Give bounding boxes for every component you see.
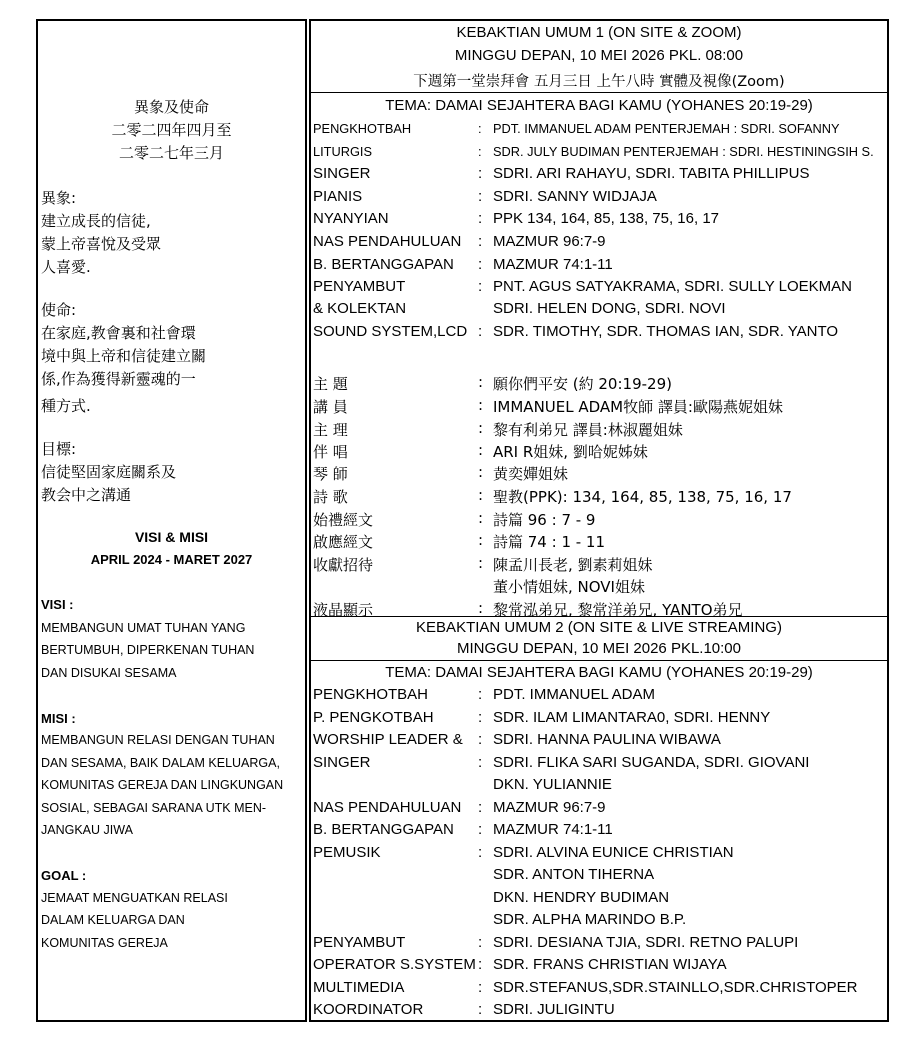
service2-row-colon: : (478, 979, 483, 996)
service2-row-value: SDR. ILAM LIMANTARA0, SDRI. HENNY (493, 709, 771, 726)
service2-row-label: PEMUSIK (313, 844, 381, 861)
misi-line: JANGKAU JIWA (41, 823, 133, 837)
goal-en-line: DALAM KELUARGA DAN (41, 913, 185, 927)
service1-row-zh-label: 主 題 (313, 375, 348, 393)
vision-label: 異象: (41, 189, 77, 207)
service2-row-label: B. BERTANGGAPAN (313, 821, 454, 838)
service2-row-value: DKN. YULIANNIE (493, 776, 612, 793)
service2-row-label: PENYAMBUT (313, 934, 406, 951)
service1-row-zh-value: 詩篇 96 : 7 - 9 (493, 511, 596, 529)
service1-row-zh-colon: : (478, 554, 484, 572)
misi-line: DAN SESAMA, BAIK DALAM KELUARGA, (41, 756, 280, 770)
visi-line: MEMBANGUN UMAT TUHAN YANG (41, 621, 246, 635)
service1-row-colon: : (478, 188, 483, 205)
service1-row-zh-colon: : (478, 441, 484, 459)
service2-row-colon: : (478, 956, 483, 973)
service1-row-zh-value: 黎有利弟兄 譯員:林淑麗姐妹 (493, 421, 683, 439)
service2-row-label: MULTIMEDIA (313, 979, 405, 996)
service1-row-value: SDRI. ARI RAHAYU, SDRI. TABITA PHILLIPUS (493, 165, 810, 182)
goal-en-label: GOAL : (41, 868, 87, 883)
misi-line: KOMUNITAS GEREJA DAN LINGKUNGAN (41, 778, 284, 792)
service1-row-zh-value: 詩篇 74 : 1 - 11 (493, 533, 606, 551)
service2-row-colon: : (478, 934, 483, 951)
service2-row-value: SDRI. JULIGINTU (493, 1001, 615, 1018)
service2-row-label: P. PENGKOTBAH (313, 709, 434, 726)
mission-line: 係,作為獲得新靈魂的一 (41, 370, 196, 388)
service2-row-value: SDR.STEFANUS,SDR.STAINLLO,SDR.CHRISTOPER (493, 979, 858, 996)
service1-row-label: NAS PENDAHULUAN (313, 233, 462, 250)
service2-row-label: PENGKHOTBAH (313, 686, 429, 703)
misi-line: MEMBANGUN RELASI DENGAN TUHAN (41, 733, 275, 747)
service1-row-zh-label: 琴 師 (313, 465, 348, 483)
visi-line: BERTUMBUH, DIPERKENAN TUHAN (41, 643, 255, 657)
service1-row-value: SDRI. HELEN DONG, SDRI. NOVI (493, 300, 726, 317)
goal-label: 目標: (41, 440, 77, 458)
visi-misi-title: VISI & MISI (134, 529, 209, 545)
service1-row-zh-value: 董小情姐妹, NOVI姐妹 (493, 578, 645, 596)
vision-title: 異象及使命 (133, 98, 209, 116)
service2-row-label: OPERATOR S.SYSTEM (313, 956, 476, 973)
service1-row-zh-colon: : (478, 463, 484, 481)
service1-row-value: PNT. AGUS SATYAKRAMA, SDRI. SULLY LOEKMAN (493, 278, 852, 295)
mission-label: 使命: (41, 301, 77, 319)
service2-row-label: SINGER (313, 754, 371, 771)
visi-label: VISI : (41, 597, 74, 612)
service1-row-value: PPK 134, 164, 85, 138, 75, 16, 17 (493, 210, 720, 227)
service1-row-zh-value: IMMANUEL ADAM牧師 譯員:歐陽燕妮姐妹 (493, 398, 783, 416)
service1-row-zh-colon: : (478, 373, 484, 391)
service1-row-value: PDT. IMMANUEL ADAM PENTERJEMAH : SDRI. SOFANNY (493, 121, 840, 136)
service2-row-label: KOORDINATOR (313, 1001, 424, 1018)
service2-row-value: SDR. FRANS CHRISTIAN WIJAYA (493, 956, 727, 973)
divider (309, 660, 889, 661)
service1-row-colon: : (478, 121, 482, 136)
vision-period: 二零二七年三月 (118, 144, 224, 162)
service1-row-label: & KOLEKTAN (313, 300, 407, 317)
service2-row-colon: : (478, 731, 483, 748)
service1-row-value: SDRI. SANNY WIDJAJA (493, 188, 657, 205)
mission-line: 在家庭,教會裏和社會環 (41, 324, 196, 342)
goal-line: 信徒堅固家庭關系及 (41, 463, 177, 481)
service1-row-zh-value: 黄奕嬋姐妹 (493, 465, 569, 483)
service1-row-zh-value: 聖教(PPK): 134, 164, 85, 138, 75, 16, 17 (493, 488, 792, 506)
service1-row-colon: : (478, 256, 483, 273)
service1-row-zh-colon: : (478, 531, 484, 549)
goal-en-line: KOMUNITAS GEREJA (41, 936, 168, 950)
service1-row-zh-colon: : (478, 509, 484, 527)
service2-row-label: WORSHIP LEADER & (313, 731, 463, 748)
service2-row-value: SDR. ALPHA MARINDO B.P. (493, 911, 687, 928)
service1-row-zh-value: 陳孟川長老, 劉素莉姐妹 (493, 556, 653, 574)
misi-label: MISI : (41, 711, 76, 726)
service2-row-value: DKN. HENDRY BUDIMAN (493, 889, 670, 906)
service1-theme: TEMA: DAMAI SEJAHTERA BAGI KAMU (YOHANES 20:19-29) (385, 97, 813, 114)
service1-row-zh-value: 願你們平安 (約 20:19-29) (493, 375, 672, 393)
service2-row-colon: : (478, 821, 483, 838)
service1-row-value: MAZMUR 96:7-9 (493, 233, 606, 250)
service1-row-label: B. BERTANGGAPAN (313, 256, 454, 273)
service1-row-colon: : (478, 323, 483, 340)
service2-row-colon: : (478, 754, 483, 771)
vision-line: 建立成長的信徒, (41, 212, 151, 230)
service2-row-colon: : (478, 799, 483, 816)
service1-row-value: MAZMUR 74:1-11 (493, 256, 613, 273)
service2-row-label: NAS PENDAHULUAN (313, 799, 462, 816)
service1-row-label: PENYAMBUT (313, 278, 406, 295)
service1-row-zh-colon: : (478, 599, 484, 617)
service1-row-value: SDR. JULY BUDIMAN PENTERJEMAH : SDRI. HESTININGSIH S. (493, 144, 874, 159)
service1-row-zh-colon: : (478, 396, 484, 414)
service2-row-value: SDRI. ALVINA EUNICE CHRISTIAN (493, 844, 734, 861)
goal-line: 教会中之溝通 (41, 486, 132, 504)
service2-row-value: SDRI. HANNA PAULINA WIBAWA (493, 731, 721, 748)
service1-row-colon: : (478, 233, 483, 250)
service1-row-label: SINGER (313, 165, 371, 182)
vision-period: 二零二四年四月至 (111, 121, 232, 139)
service1-row-value: SDR. TIMOTHY, SDR. THOMAS IAN, SDR. YANTO (493, 323, 839, 340)
misi-line: SOSIAL, SEBAGAI SARANA UTK MEN- (41, 801, 267, 815)
service2-title: KEBAKTIAN UMUM 2 (ON SITE & LIVE STREAMING) (416, 619, 782, 636)
service1-title-zh: 下週第一堂崇拜會 五月三日 上午八時 實體及視像(Zoom) (413, 74, 785, 90)
service1-row-zh-label: 液晶顯示 (313, 601, 374, 619)
divider (309, 92, 889, 93)
service1-row-colon: : (478, 165, 483, 182)
service1-row-zh-value: 黎常泓弟兄, 黎常洋弟兄, YANTO弟兄 (493, 601, 743, 619)
service2-row-value: SDR. ANTON TIHERNA (493, 866, 655, 883)
service1-row-zh-label: 講 員 (313, 398, 348, 416)
service1-row-label: NYANYIAN (313, 210, 389, 227)
service1-row-colon: : (478, 210, 483, 227)
service1-row-zh-colon: : (478, 486, 484, 504)
service2-row-colon: : (478, 686, 483, 703)
mission-line: 種方式. (41, 397, 91, 415)
service2-row-colon: : (478, 844, 483, 861)
vision-line: 人喜愛. (41, 258, 91, 276)
service1-row-zh-label: 收獻招待 (313, 556, 374, 574)
service2-row-value: SDRI. DESIANA TJIA, SDRI. RETNO PALUPI (493, 934, 799, 951)
service1-row-zh-label: 啟應經文 (313, 533, 374, 551)
service2-row-value: MAZMUR 96:7-9 (493, 799, 606, 816)
service1-row-colon: : (478, 144, 482, 159)
service1-row-label: PENGKHOTBAH (313, 121, 412, 136)
service1-row-zh-label: 詩 歌 (313, 488, 348, 506)
service1-row-label: SOUND SYSTEM,LCD (313, 323, 468, 340)
service1-row-zh-label: 始禮經文 (313, 511, 374, 529)
visi-line: DAN DISUKAI SESAMA (41, 666, 177, 680)
service2-theme: TEMA: DAMAI SEJAHTERA BAGI KAMU (YOHANES 20:19-29) (385, 664, 813, 681)
service1-row-zh-label: 主 理 (313, 421, 348, 439)
service2-row-colon: : (478, 709, 483, 726)
visi-misi-period: APRIL 2024 - MARET 2027 (90, 552, 253, 567)
service1-row-colon: : (478, 278, 483, 295)
service1-row-zh-label: 伴 唱 (313, 443, 348, 461)
vision-line: 蒙上帝喜悅及受眾 (41, 235, 162, 253)
service1-row-zh-value: ARI R姐妹, 劉哈妮姊妹 (493, 443, 648, 461)
service2-row-colon: : (478, 1001, 483, 1018)
service2-date: MINGGU DEPAN, 10 MEI 2026 PKL.10:00 (456, 640, 741, 657)
service2-row-value: MAZMUR 74:1-11 (493, 821, 613, 838)
goal-en-line: JEMAAT MENGUATKAN RELASI (41, 891, 228, 905)
service1-title: KEBAKTIAN UMUM 1 (ON SITE & ZOOM) (456, 24, 742, 41)
mission-line: 境中與上帝和信徒建立關 (41, 347, 207, 365)
service1-row-label: LITURGIS (313, 144, 373, 159)
service1-row-zh-colon: : (478, 419, 484, 437)
service1-date: MINGGU DEPAN, 10 MEI 2026 PKL. 08:00 (454, 47, 744, 64)
service2-row-value: SDRI. FLIKA SARI SUGANDA, SDRI. GIOVANI (493, 754, 810, 771)
service1-row-label: PIANIS (313, 188, 363, 205)
service2-row-value: PDT. IMMANUEL ADAM (493, 686, 655, 703)
